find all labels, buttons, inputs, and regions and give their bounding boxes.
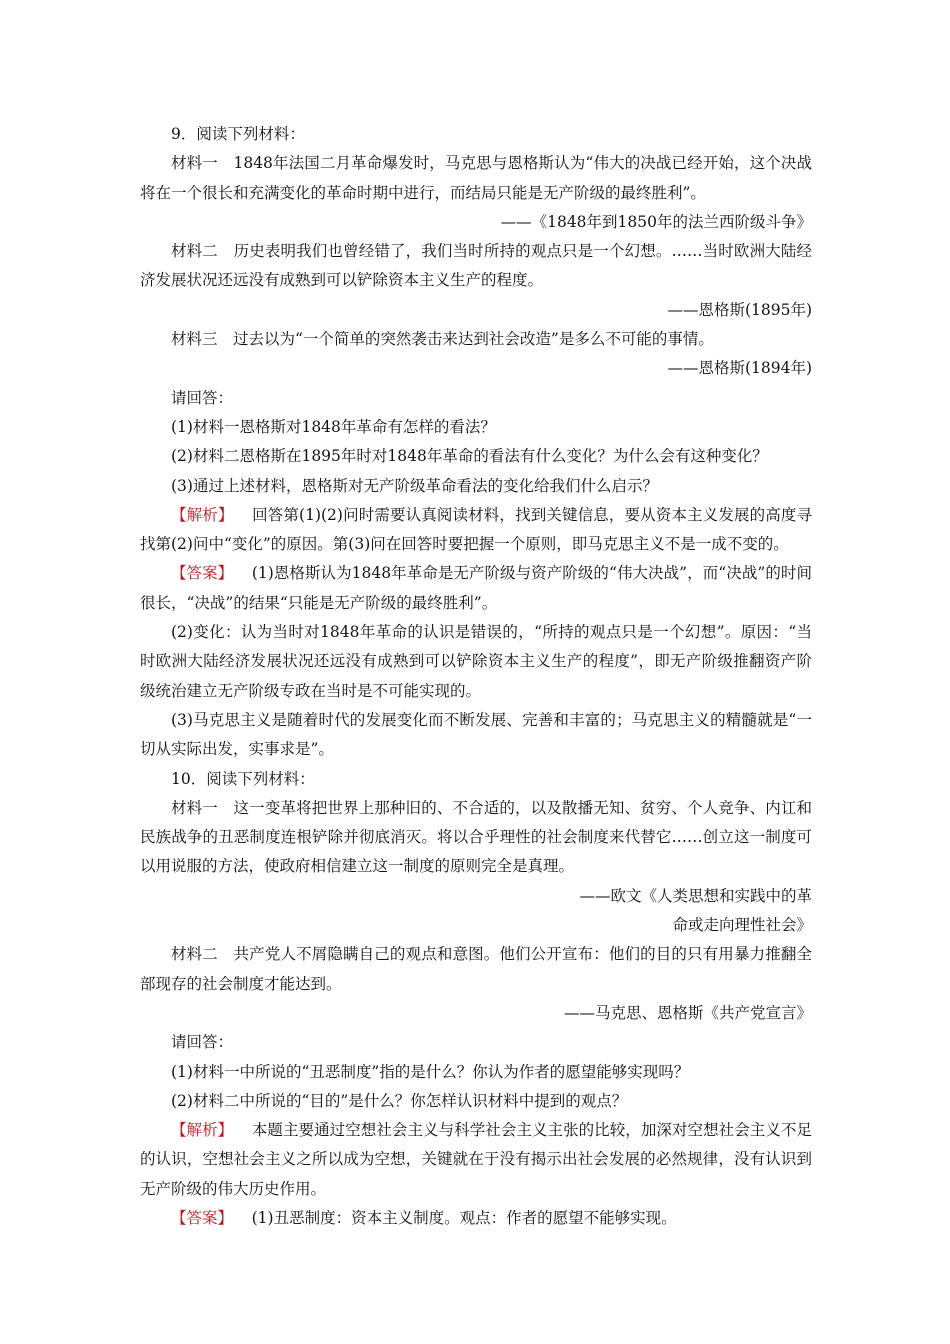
q9-stem: 9．阅读下列材料：: [171, 125, 305, 143]
q9-answer-tag: 【答案】: [171, 564, 234, 583]
q10-material-1: 材料一 这一变革将把世界上那种旧的、不合适的，以及散播无知、贫穷、个人竞争、内讧和民族战争的丑恶制度连根铲除并彻底消灭。将以合乎理性的社会制度来代替它……创立这一制度可以用说服的方法，使政府相信建立这一制度的原则完全是真理。: [140, 798, 812, 876]
q10-answer-1: [140, 1204, 812, 1233]
q10-analysis-text: 本题主要通过空想社会主义与科学社会主义主张的比较，加深对空想社会主义不足的认识，空想社会主义之所以成为空想，关键就在于没有揭示出社会发展的必然规律，没有认识到无产阶级的伟大历史作用。: [140, 1121, 812, 1198]
q10-answer-1-text: (1)丑恶制度：资本主义制度。观点：作者的愿望不能够实现。: [251, 1208, 677, 1227]
q9-question-3: (3)通过上述材料，恩格斯对无产阶级革命看法的变化给我们什么启示？: [171, 476, 658, 495]
q10-answer-tag: 【答案】: [171, 1208, 234, 1227]
q9-analysis-tag: 【解析】: [171, 505, 234, 524]
q10-ask: 请回答：: [171, 1033, 234, 1052]
q10-analysis-tag: 【解析】: [171, 1121, 234, 1140]
q10-material-1-source-line-2: 命或走向理性社会》: [672, 916, 812, 935]
q9-material-2-source: ——恩格斯(1895年): [667, 300, 812, 319]
q9-question-1: (1)材料一恩格斯对1848年革命有怎样的看法？: [171, 417, 496, 436]
q10-analysis: [140, 1116, 812, 1204]
q9-analysis-text: 回答第(1)(2)问时需要认真阅读材料，找到关键信息，要从资本主义发展的高度寻找第(2)问中“变化”的原因。第(3)问在回答时要把握一个原则，即马克思主义不是一成不变的。: [140, 505, 812, 554]
q9-material-1-source: ——《1848年到1850年的法兰西阶级斗争》: [500, 212, 812, 231]
q9-question-2: (2)材料二恩格斯在1895年时对1848年革命的看法有什么变化？为什么会有这种变化？: [171, 447, 768, 466]
q10-material-2-source: ——马克思、恩格斯《共产党宣言》: [563, 1003, 812, 1022]
q9-material-3-source: ——恩格斯(1894年): [667, 359, 812, 378]
q10-material-1-source-line-1: ——欧文《人类思想和实践中的革: [579, 886, 812, 905]
q9-material-1: 材料一 1848年法国二月革命爆发时，马克思与恩格斯认为“伟大的决战已经开始，这个决战将在一个很长和充满变化的革命时期中进行，而结局只能是无产阶级的最终胜利”。: [140, 154, 812, 202]
q10-material-2: 材料二 共产党人不屑隐瞒自己的观点和意图。他们公开宣布：他们的目的只有用暴力推翻全部现存的社会制度才能达到。: [140, 945, 812, 993]
q9-material-3: 材料三 过去以为“一个简单的突然袭击来达到社会改造”是多么不可能的事情。: [171, 330, 714, 349]
q9-answer-1-text: (1)恩格斯认为1848年革命是无产阶级与资产阶级的“伟大决战”，而“决战”的时间很长，“决战”的结果“只能是无产阶级的最终胜利”。: [140, 564, 812, 612]
q9-answer-1: [140, 559, 812, 618]
q10-question-1: (1)材料一中所说的“丑恶制度”指的是什么？你认为作者的愿望能够实现吗？: [171, 1062, 690, 1081]
document-page: [140, 120, 812, 1233]
q9-analysis: [140, 501, 812, 560]
q9-ask: 请回答：: [171, 388, 234, 407]
q9-answer-2: (2)变化：认为当时对1848年革命的认识是错误的，“所持的观点只是一个幻想”。原因：“当时欧洲大陆经济发展状况还远没有成熟到可以铲除资本主义生产的程度”，即无产阶级推翻资产阶级统治建立无产阶级专政在当时是不可能实现的。: [140, 623, 812, 700]
q10-question-2: (2)材料二中所说的“目的”是什么？你怎样认识材料中提到的观点？: [171, 1091, 628, 1110]
q10-stem: 10．阅读下列材料：: [171, 769, 315, 788]
q9-material-2: 材料二 历史表明我们也曾经错了，我们当时所持的观点只是一个幻想。……当时欧洲大陆经济发展状况还远没有成熟到可以铲除资本主义生产的程度。: [140, 242, 812, 290]
q9-answer-3: (3)马克思主义是随着时代的发展变化而不断发展、完善和丰富的；马克思主义的精髓就是“一切从实际出发，实事求是”。: [140, 710, 812, 759]
